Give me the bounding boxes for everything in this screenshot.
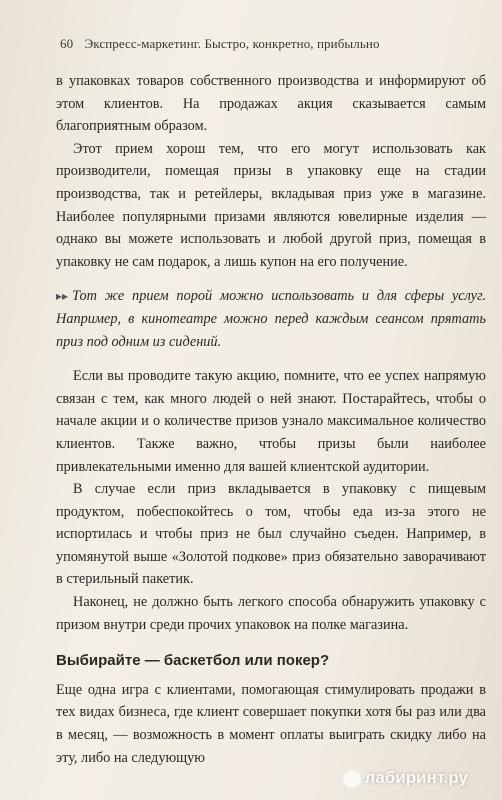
paragraph: Этот прием хорош тем, что его могут использовать как производители, помещая призы в упаковку еще на стадии производства, так и ретейлеры, вкладывая приз уже в магазине. Наиболее популярными призами являются ювелирные изделия — однако вы можете использовать и любой другой приз, помещая в упаковку не сам подарок, а лишь купон на его получение. bbox=[56, 140, 486, 270]
quote-arrow-icon: ▸▸ bbox=[56, 289, 69, 304]
labyrinth-logo-icon bbox=[343, 770, 361, 788]
section-heading: Выбирайте — баскетбол или покер? bbox=[56, 652, 330, 670]
paragraph: Еще одна игра с клиентами, помогающая стимулировать продажи в тех видах бизнеса, где клиент совершает покупки хотя бы раз или два в месяц, — возможность в момент оплаты выиграть скидку либо на эту, либо на следующую bbox=[56, 681, 486, 766]
quote-text: Тот же прием порой можно использовать и для сферы услуг. Например, в кинотеатре можно перед каждым сеансом прятать приз под одним из сидений. bbox=[56, 288, 486, 350]
running-header bbox=[60, 36, 480, 52]
site-watermark: лабиринт.ру bbox=[343, 768, 468, 788]
page-body bbox=[56, 70, 486, 769]
paragraph: Наконец, не должно быть легкого способа обнаружить упаковку с призом внутри среди прочих упаковок на полке магазина. bbox=[56, 594, 486, 633]
paragraph: в упаковках товаров собственного производства и информируют об этом клиентов. На продажах акция сказывается самым благоприятным образом. bbox=[56, 73, 486, 135]
running-title: Экспресс-маркетинг. Быстро, конкретно, прибыльно bbox=[84, 36, 380, 51]
page-number: 60 bbox=[60, 36, 74, 51]
quote-block bbox=[56, 285, 486, 353]
paragraph: В случае если приз вкладывается в упаковку с пищевым продуктом, побеспокойтесь о том, чтобы еда из-за этого не испортилась и чтобы приз не был случайно съеден. Например, в упомянутой выше «Золотой подкове» приз обязательно заворачивают в стерильный пакетик. bbox=[56, 481, 486, 588]
paragraph: Если вы проводите такую акцию, помните, что ее успех напрямую связан с тем, как много людей о ней знают. Постарайтесь, чтобы о начале акции и о количестве призов узнало максимальное количество клиентов. Также важно, чтобы призы были наиболее привлекательными именно для вашей клиентской аудитории. bbox=[56, 368, 486, 475]
